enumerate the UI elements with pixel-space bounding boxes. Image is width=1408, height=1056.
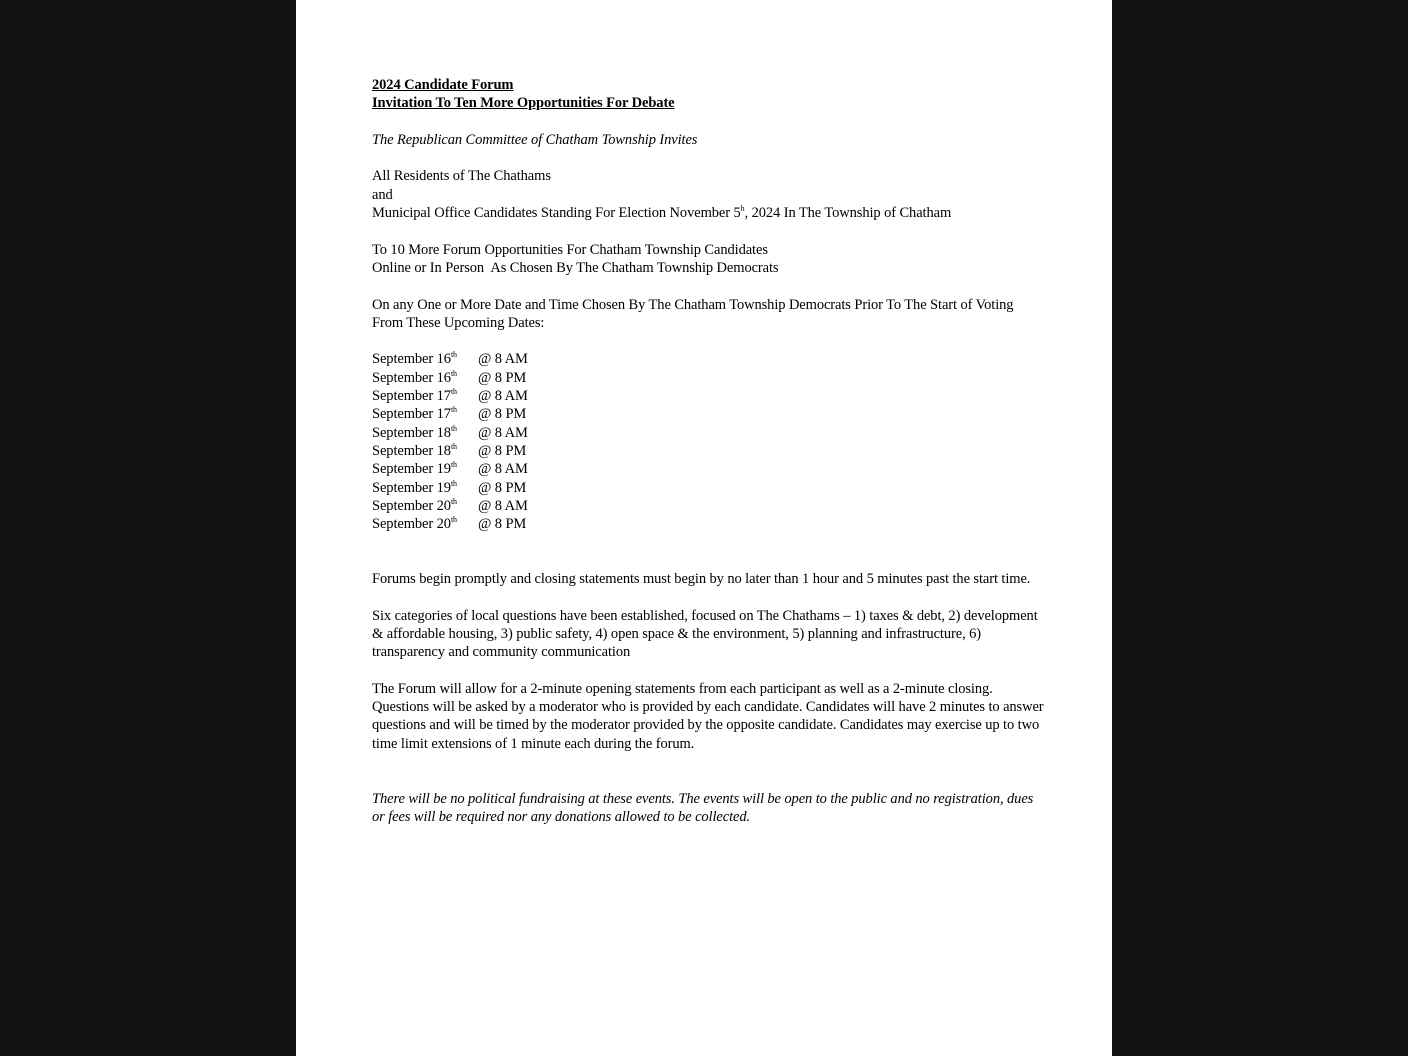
title-line-2: Invitation To Ten More Opportunities For Debate — [372, 95, 675, 112]
schedule-date-suffix: th — [450, 460, 457, 470]
schedule-list — [372, 350, 1044, 533]
schedule-row — [372, 387, 1044, 405]
schedule-row — [372, 405, 1044, 423]
to-line-1: To 10 More Forum Opportunities For Chatham Township Candidates — [372, 241, 768, 258]
schedule-row — [372, 442, 1044, 460]
schedule-row — [372, 350, 1044, 368]
schedule-date-suffix: th — [450, 387, 457, 397]
schedule-date — [372, 497, 478, 515]
schedule-date — [372, 515, 478, 533]
schedule-time: @ 8 PM — [478, 479, 527, 496]
invitees-line-3-sup: h — [740, 204, 745, 214]
schedule-date — [372, 405, 478, 423]
timing-rule: Forums begin promptly and closing statements must begin by no later than 1 hour and 5 minutes past the start time. — [372, 571, 1031, 588]
dates-intro: On any One or More Date and Time Chosen By The Chatham Township Democrats Prior To The Start of Voting From These Upcoming Dates: — [372, 296, 1014, 331]
schedule-date-suffix: th — [450, 350, 457, 360]
schedule-row — [372, 515, 1044, 533]
schedule-date — [372, 479, 478, 497]
schedule-date-text: September 20 — [372, 516, 451, 533]
schedule-date-suffix: th — [450, 441, 457, 451]
document-page — [296, 0, 1112, 1056]
to-line-2: Online or In Person As Chosen By The Chatham Township Democrats — [372, 259, 779, 276]
schedule-date-suffix: th — [450, 368, 457, 378]
page-content — [372, 76, 1044, 826]
invitees-line-3-post: , 2024 In The Township of Chatham — [744, 205, 952, 222]
schedule-date-text: September 20 — [372, 497, 451, 514]
schedule-date-text: September 16 — [372, 369, 451, 386]
invitees-line-3 — [372, 204, 1044, 222]
disclaimer: There will be no political fundraising at these events. The events will be open to the public and no registration, dues or fees will be required nor any donations allowed to be collected. — [372, 790, 1034, 825]
schedule-row — [372, 497, 1044, 515]
question-categories: Six categories of local questions have been established, focused on The Chathams – 1) taxes & debt, 2) development & affordable housing, 3) public safety, 4) open space & the environment, 5) planning and infrastructure, 6) transparency and community communication — [372, 607, 1038, 661]
schedule-row — [372, 479, 1044, 497]
schedule-date-text: September 18 — [372, 424, 451, 441]
schedule-date — [372, 350, 478, 368]
schedule-date-text: September 19 — [372, 479, 451, 496]
schedule-row — [372, 369, 1044, 387]
schedule-date — [372, 442, 478, 460]
inviter-line: The Republican Committee of Chatham Township Invites — [372, 131, 698, 148]
schedule-date-suffix: th — [450, 423, 457, 433]
schedule-date-suffix: th — [450, 496, 457, 506]
schedule-date-text: September 18 — [372, 442, 451, 459]
schedule-date — [372, 387, 478, 405]
schedule-date-suffix: th — [450, 405, 457, 415]
schedule-date-text: September 16 — [372, 351, 451, 368]
schedule-date-suffix: th — [450, 515, 457, 525]
schedule-time: @ 8 AM — [478, 497, 528, 514]
invitees-line-1: All Residents of The Chathams — [372, 168, 551, 185]
schedule-date-text: September 19 — [372, 461, 451, 478]
schedule-time: @ 8 AM — [478, 424, 528, 441]
schedule-date-text: September 17 — [372, 388, 451, 405]
schedule-time: @ 8 AM — [478, 388, 528, 405]
schedule-time: @ 8 PM — [478, 369, 527, 386]
title-line-1: 2024 Candidate Forum — [372, 77, 514, 93]
schedule-row — [372, 424, 1044, 442]
schedule-date-text: September 17 — [372, 406, 451, 423]
schedule-date — [372, 460, 478, 478]
schedule-time: @ 8 PM — [478, 406, 527, 423]
forum-format: The Forum will allow for a 2-minute opening statements from each participant as well as a 2-minute closing. Questions will be asked by a moderator who is provided by each candidate. Candidates will have 2 minutes to answer questions and will be timed by the moderator provided by the opposite candidate. Candidates may exercise up to two time limit extensions of 1 minute each during the forum. — [372, 680, 1044, 752]
schedule-row — [372, 460, 1044, 478]
schedule-date — [372, 369, 478, 387]
schedule-date — [372, 424, 478, 442]
schedule-time: @ 8 PM — [478, 442, 527, 459]
invitees-line-2: and — [372, 186, 393, 203]
schedule-time: @ 8 AM — [478, 461, 528, 478]
schedule-time: @ 8 PM — [478, 516, 527, 533]
schedule-time: @ 8 AM — [478, 351, 528, 368]
schedule-date-suffix: th — [450, 478, 457, 488]
invitees-line-3-pre: Municipal Office Candidates Standing For Election November 5 — [372, 205, 741, 222]
